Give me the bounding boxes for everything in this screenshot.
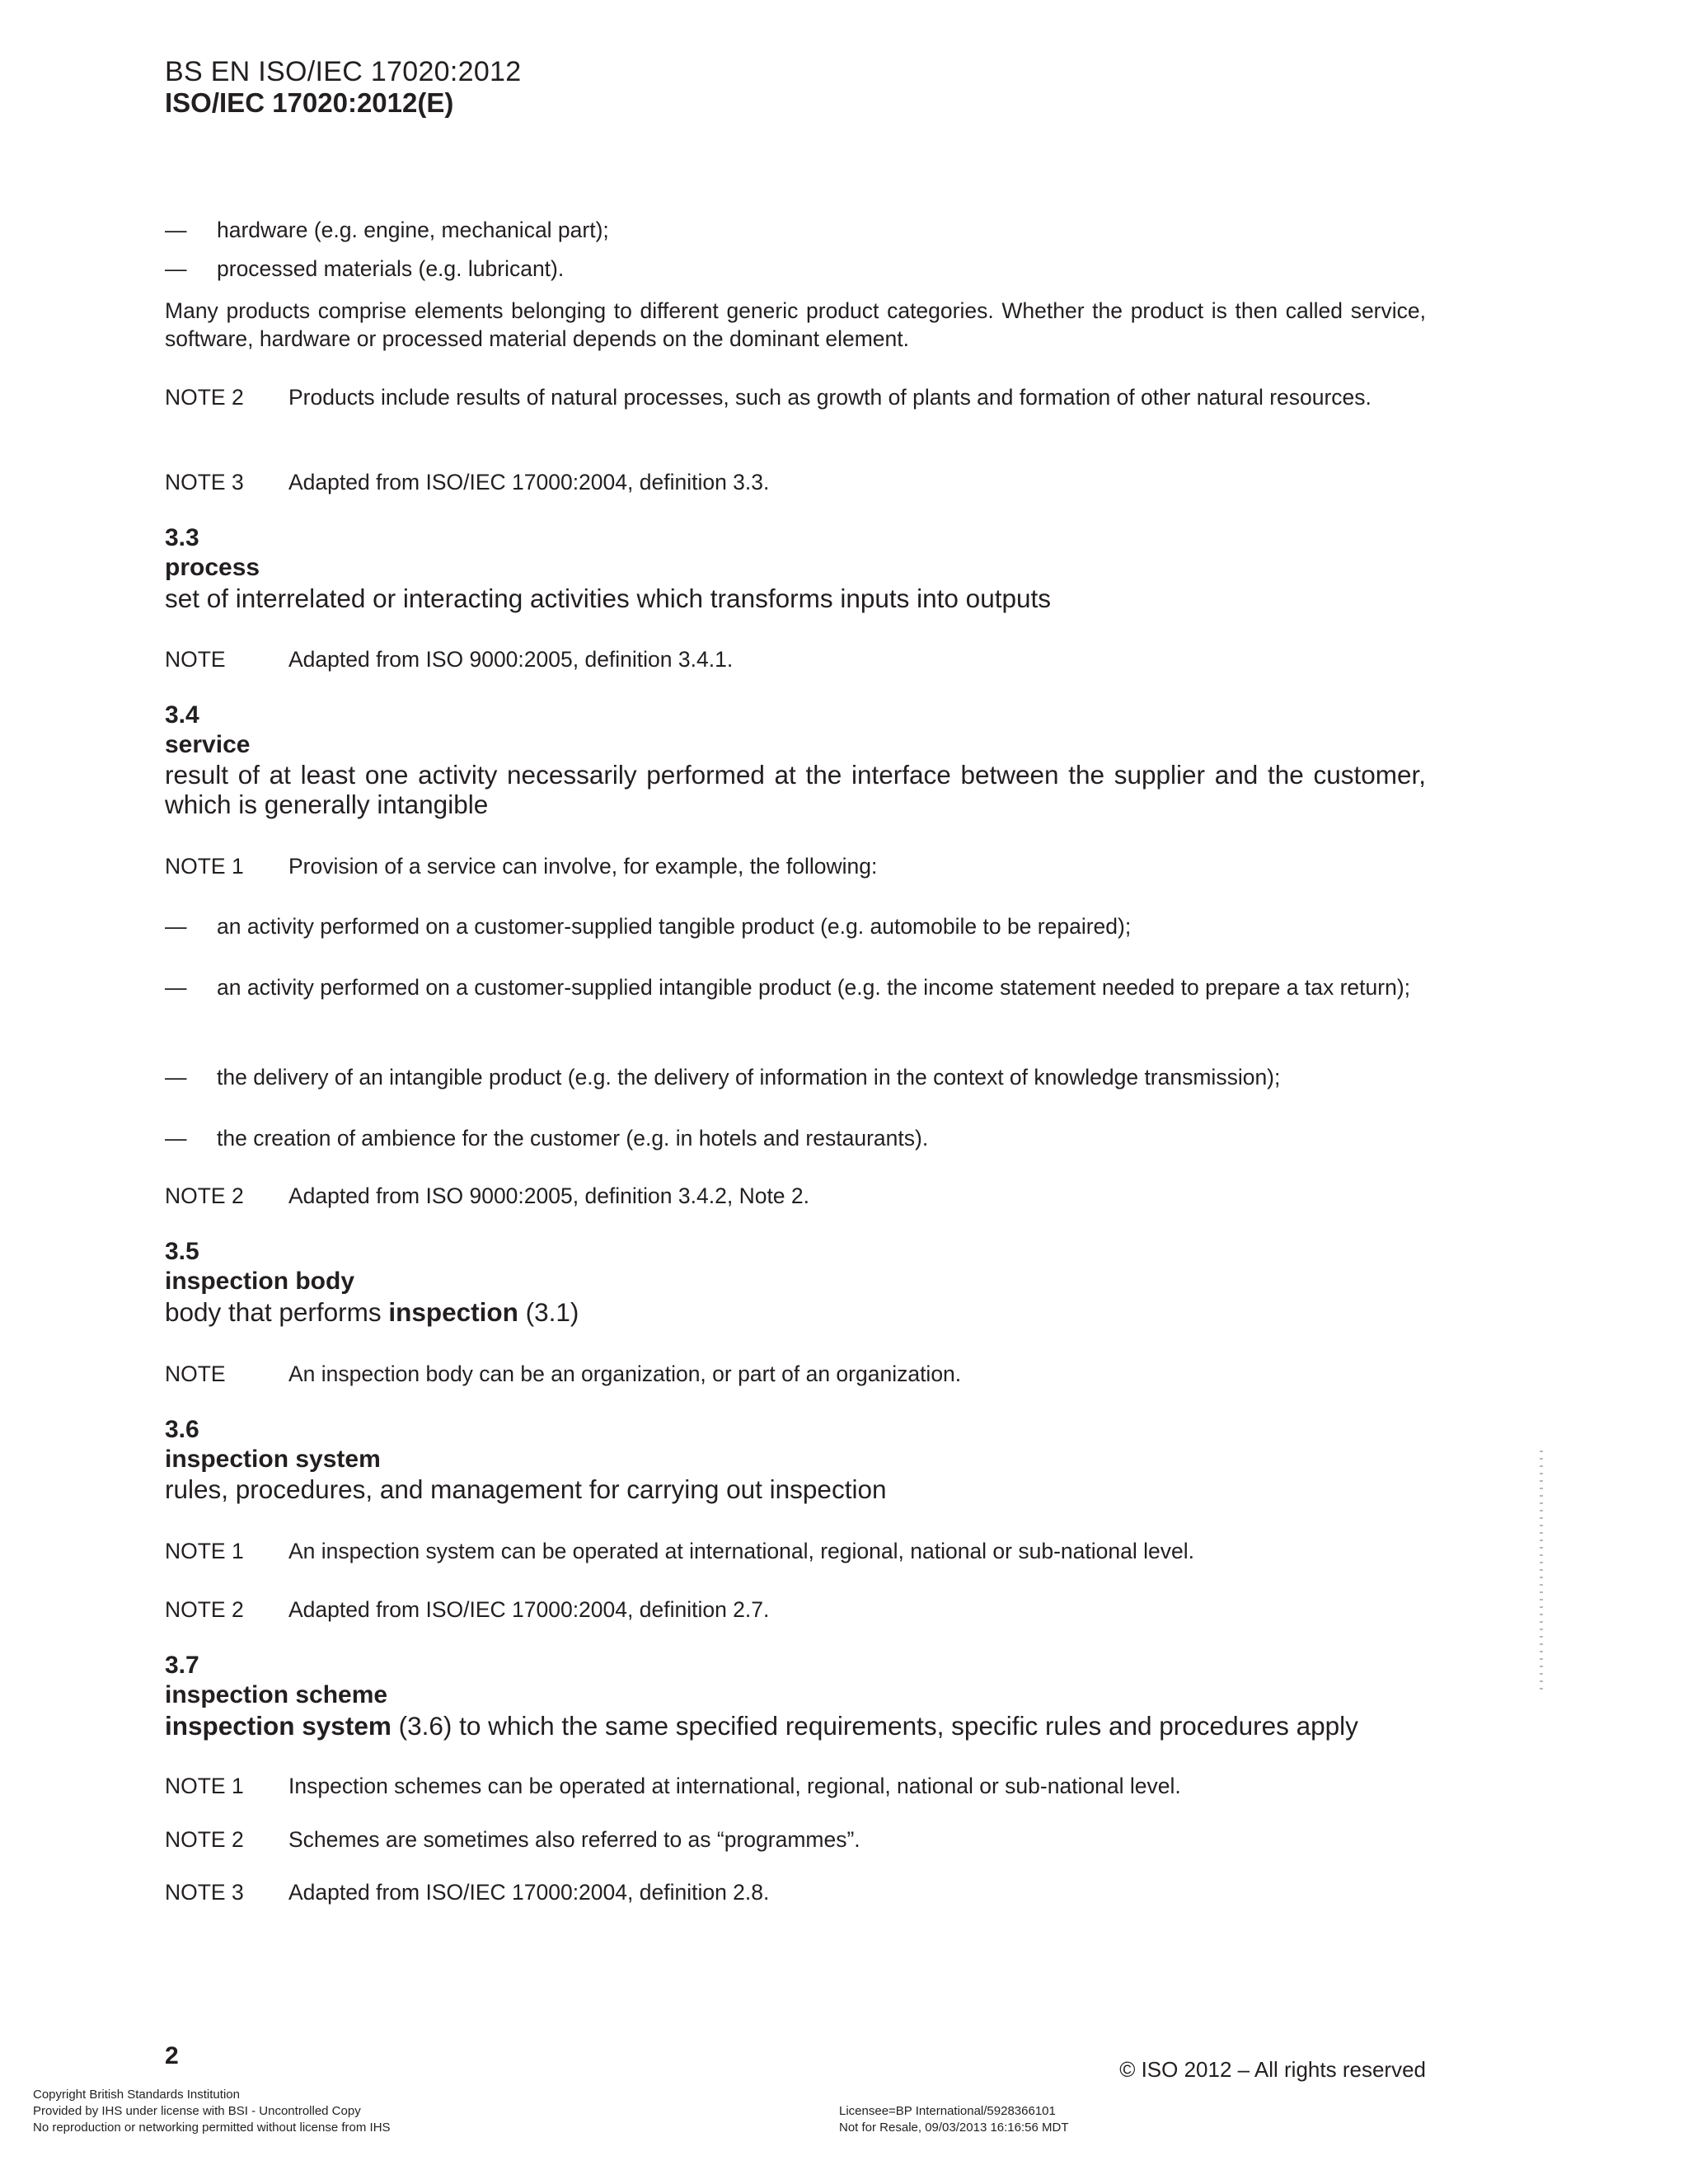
note-text: Schemes are sometimes also referred to as “programmes”. (288, 1827, 860, 1852)
term-number: 3.6 (165, 1416, 199, 1443)
term-number: 3.7 (165, 1652, 199, 1679)
footer-license-line: No reproduction or networking permitted without license from IHS (33, 2121, 391, 2135)
term-name: service (165, 731, 251, 758)
note-text: An inspection body can be an organization, or part of an organization. (288, 1361, 962, 1386)
note-text: Adapted from ISO 9000:2005, definition 3.4.1. (288, 647, 734, 672)
term-name: inspection scheme (165, 1681, 388, 1708)
term-reference: inspection (388, 1297, 518, 1327)
list-item-text: processed materials (e.g. lubricant). (217, 256, 565, 281)
term-name: inspection system (165, 1446, 381, 1473)
note-label: NOTE 1 (165, 1539, 244, 1563)
term-definition-text: body that performs (165, 1297, 389, 1327)
scan-artifact (1540, 1451, 1543, 1694)
note-label: NOTE (165, 647, 226, 672)
footer-licensee-line: Licensee=BP International/5928366101 (839, 2104, 1056, 2118)
page-number: 2 (165, 2042, 179, 2069)
note-label: NOTE 2 (165, 1597, 244, 1622)
note-text: An inspection system can be operated at international, regional, national or sub-national level. (288, 1539, 1194, 1563)
list-item-text: hardware (e.g. engine, mechanical part); (217, 218, 609, 242)
note-label: NOTE 2 (165, 1827, 244, 1852)
note-text: Products include results of natural processes, such as growth of plants and formation of other natural resources. (288, 385, 1372, 410)
note (165, 1596, 1426, 1624)
note (165, 645, 1426, 673)
term-definition: result of at least one activity necessarily performed at the interface between the supplier and the customer, which is generally intangible (165, 760, 1426, 819)
note (165, 468, 1426, 496)
term-definition: set of interrelated or interacting activities which transforms inputs into outputs (165, 583, 1052, 613)
footer-licensee-line: Not for Resale, 09/03/2013 16:16:56 MDT (839, 2121, 1069, 2135)
note (165, 1825, 1426, 1854)
note-text: Provision of a service can involve, for example, the following: (288, 854, 878, 879)
header-iso-code: ISO/IEC 17020:2012(E) (165, 87, 454, 118)
note-text: Adapted from ISO/IEC 17000:2004, definition 2.7. (288, 1597, 770, 1622)
note-label: NOTE 3 (165, 1880, 244, 1905)
list-dash: — (165, 218, 187, 242)
note-label: NOTE 2 (165, 1183, 244, 1208)
term-definition (165, 1711, 1426, 1741)
note-text: Adapted from ISO 9000:2005, definition 3.4.2, Note 2. (288, 1183, 810, 1208)
list-item-text: the delivery of an intangible product (e.g. the delivery of information in the context of knowledge transmission); (217, 1065, 1281, 1090)
copyright-notice: © ISO 2012 – All rights reserved (1119, 2057, 1426, 2082)
intro-paragraph: Many products comprise elements belonging to different generic product categories. Whether the product is then called service, software, hardware or processed material depends on the dominant element. (165, 298, 1426, 351)
term-number: 3.5 (165, 1238, 199, 1265)
note (165, 1878, 1426, 1906)
note-label: NOTE 1 (165, 854, 244, 879)
term-name: process (165, 554, 260, 581)
list-dash: — (165, 1065, 187, 1090)
list-dash: — (165, 1126, 187, 1151)
term-reference: inspection system (165, 1711, 392, 1741)
list-dash: — (165, 914, 187, 939)
term-definition: rules, procedures, and management for carrying out inspection (165, 1474, 887, 1504)
list-item-text: an activity performed on a customer-supplied intangible product (e.g. the income statement needed to prepare a tax return); (217, 975, 1411, 1000)
note (165, 1360, 1426, 1388)
term-number: 3.4 (165, 701, 199, 729)
term-number: 3.3 (165, 524, 199, 551)
term-definition-text: (3.1) (518, 1297, 579, 1327)
term-definition (165, 1297, 1426, 1327)
header-bs-code: BS EN ISO/IEC 17020:2012 (165, 56, 522, 87)
note-text: Adapted from ISO/IEC 17000:2004, definition 3.3. (288, 470, 770, 494)
note-label: NOTE 1 (165, 1774, 244, 1798)
note (165, 1182, 1426, 1210)
note-text: Inspection schemes can be operated at international, regional, national or sub-national level. (288, 1774, 1181, 1798)
note (165, 852, 1426, 880)
list-dash: — (165, 256, 187, 281)
note-text: Adapted from ISO/IEC 17000:2004, definition 2.8. (288, 1880, 770, 1905)
term-definition-text: (3.6) to which the same specified requirements, specific rules and procedures apply (391, 1711, 1358, 1741)
list-item-text: an activity performed on a customer-supplied tangible product (e.g. automobile to be repaired); (217, 914, 1132, 939)
note-label: NOTE (165, 1361, 226, 1386)
note (165, 383, 1426, 411)
note-label: NOTE 2 (165, 385, 244, 410)
footer-license-line: Provided by IHS under license with BSI - Uncontrolled Copy (33, 2104, 361, 2118)
footer-license-line: Copyright British Standards Institution (33, 2088, 240, 2102)
note-label: NOTE 3 (165, 470, 244, 494)
list-item-text: the creation of ambience for the customer (e.g. in hotels and restaurants). (217, 1126, 929, 1151)
list-dash: — (165, 975, 187, 1000)
note (165, 1537, 1426, 1565)
term-name: inspection body (165, 1268, 355, 1295)
note (165, 1772, 1426, 1800)
